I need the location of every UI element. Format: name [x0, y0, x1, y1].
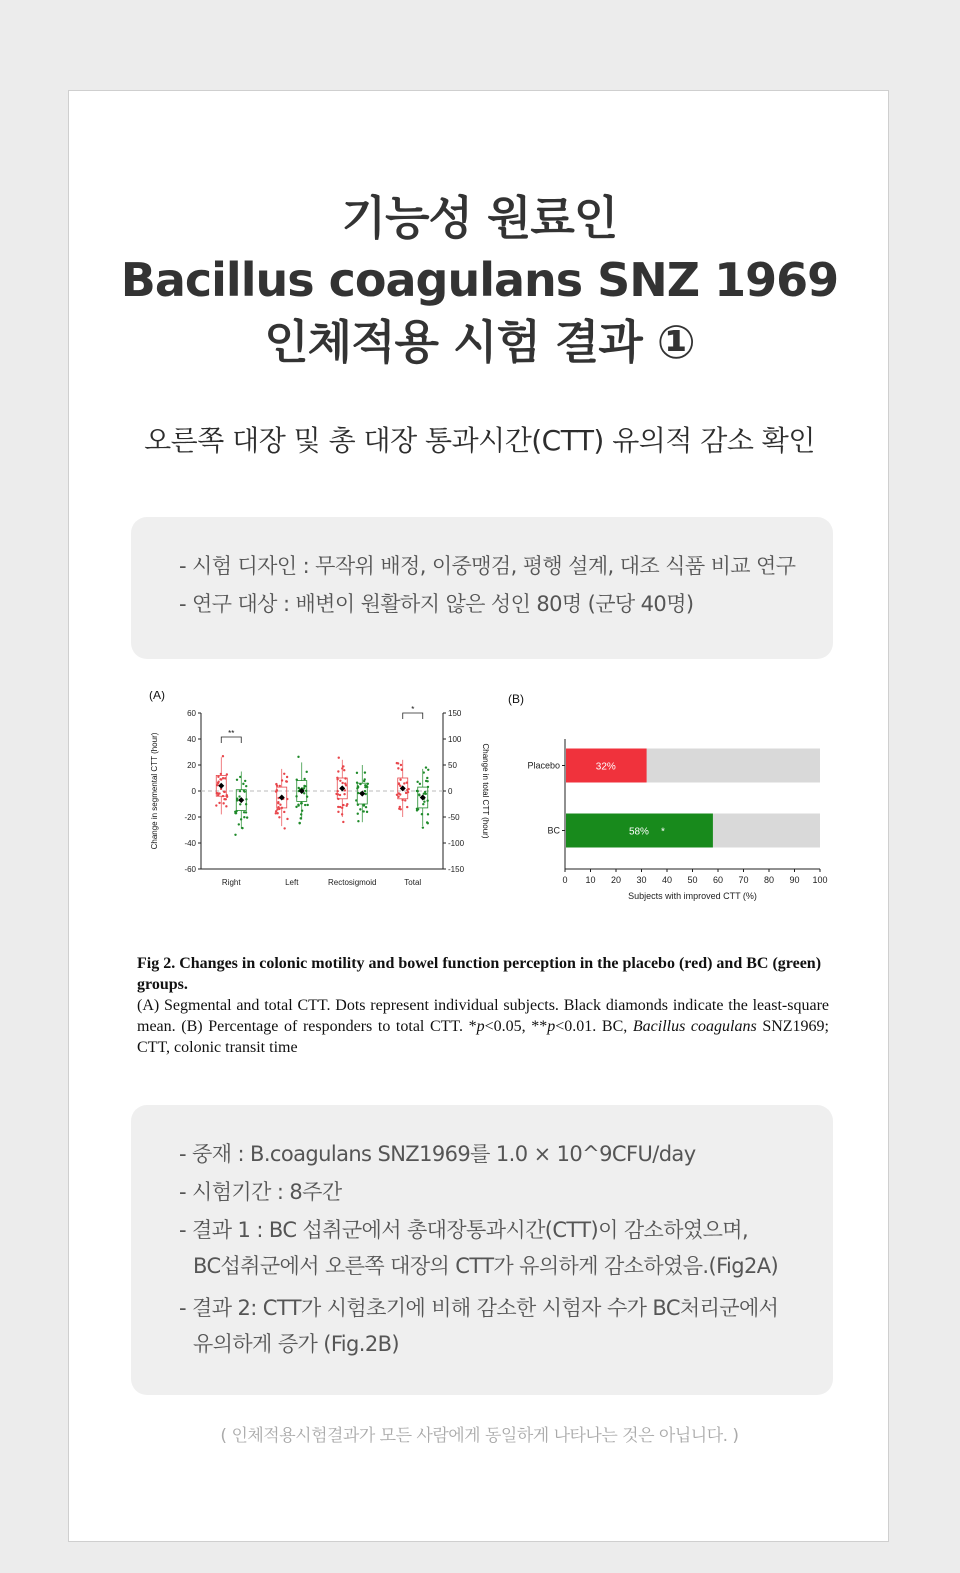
caption-text: <0.01. BC, [555, 1018, 633, 1035]
subject-dot [298, 787, 300, 789]
subject-dot [217, 776, 219, 778]
x-tick-label: 70 [738, 875, 749, 885]
subject-dot [286, 818, 288, 820]
x-tick-label: 20 [610, 875, 622, 885]
design-line: - 시험 디자인 : 무작위 배정, 이중맹검, 평행 설계, 대조 식품 비교 연구 [179, 554, 796, 578]
subject-dot [245, 803, 247, 805]
subject-dot [424, 791, 426, 793]
subject-dot [295, 795, 297, 797]
subject-dot [356, 772, 358, 774]
subject-dot [426, 777, 428, 779]
subject-dot [296, 778, 298, 780]
x-tick-label: 40 [661, 875, 673, 885]
result2-line: - 결과 2: CTT가 시험초기에 비해 감소한 시험자 수가 BC처리군에서 [179, 1296, 779, 1320]
subject-dot [421, 813, 423, 815]
subject-dot [343, 793, 345, 795]
results-info-box [131, 1105, 833, 1395]
subject-dot [222, 795, 224, 797]
subject-dot [246, 816, 248, 818]
caption-text: <0.05, ** [484, 1018, 548, 1035]
subject-dot [286, 798, 288, 800]
subject-dot [225, 805, 227, 807]
subject-dot [397, 796, 399, 798]
subject-dot [336, 778, 338, 780]
subject-dot [295, 806, 297, 808]
x-tick-label: Rectosigmoid [328, 878, 377, 887]
subject-dot [217, 782, 219, 784]
subject-dot [366, 811, 368, 813]
content-card [68, 90, 889, 1542]
caption-text: (A) Segmental and total CTT. Dots represent individual subjects. Black diamonds indicate the least-square mean. (B) Percentage of responders to total CTT. * [137, 997, 829, 1035]
subject-dot [337, 811, 339, 813]
mean-diamond [420, 795, 426, 801]
subject-dot [342, 765, 344, 767]
title-line-1: 기능성 원료인 [341, 191, 618, 245]
subject-dot [406, 806, 408, 808]
subject-dot [301, 810, 303, 812]
figure-svg [131, 691, 833, 921]
subject-dot [406, 782, 408, 784]
subject-dot [422, 826, 424, 828]
category-label: Placebo [527, 760, 560, 771]
subject-dot [342, 821, 344, 823]
caption-body [137, 995, 829, 1058]
subject-dot [346, 803, 348, 805]
duration-line: - 시험기간 : 8주간 [179, 1180, 342, 1204]
panel-b-chart [508, 692, 828, 901]
page-subtitle: 오른쪽 대장 및 총 대장 통과시간(CTT) 유의적 감소 확인 [144, 424, 815, 457]
subject-dot [283, 827, 285, 829]
subject-dot [401, 769, 403, 771]
subject-dot [223, 790, 225, 792]
x-tick-label: Left [285, 878, 299, 887]
y-axis-right-title: Change in total CTT (hour) [481, 743, 490, 839]
subject-dot [275, 783, 277, 785]
subject-dot [234, 812, 236, 814]
subject-dot [297, 804, 299, 806]
subject-dot [396, 794, 398, 796]
subject-dot [306, 804, 308, 806]
y-tick-label: 20 [187, 761, 196, 770]
y-right-tick-label: -150 [448, 865, 465, 874]
subject-dot [243, 811, 245, 813]
x-tick-label: 30 [636, 875, 647, 885]
subject-dot [243, 790, 245, 792]
panel-a-chart [149, 691, 490, 887]
figure-caption [137, 953, 829, 1058]
subject-dot [238, 795, 240, 797]
result1-continued-line: BC섭취군에서 오른쪽 대장의 CTT가 유의하게 감소하였음.(Fig2A) [193, 1254, 779, 1278]
title-line-2: Bacillus coagulans SNZ 1969 [120, 253, 839, 307]
subject-dot [306, 796, 308, 798]
subject-dot [419, 783, 421, 785]
subject-dot [427, 769, 429, 771]
subject-dot [303, 778, 305, 780]
caption-species: Bacillus coagulans [632, 1018, 757, 1035]
subject-dot [245, 798, 247, 800]
subject-dot [241, 827, 243, 829]
subject-dot [300, 817, 302, 819]
subject-dot [362, 810, 364, 812]
significance-label: * [660, 826, 665, 838]
subject-dot [364, 771, 366, 773]
subject-dot [427, 813, 429, 815]
title-line-3: 인체적용 시험 결과 ① [264, 315, 695, 369]
subject-dot [344, 789, 346, 791]
subject-dot [401, 799, 403, 801]
significance-label: ** [228, 729, 235, 738]
subject-dot [426, 821, 428, 823]
subject-dot [337, 770, 339, 772]
subject-dot [357, 804, 359, 806]
y-right-tick-label: 100 [448, 735, 462, 744]
subject-dot [400, 808, 402, 810]
subject-dot [337, 798, 339, 800]
subjects-line: - 연구 대상 : 배변이 원활하지 않은 성인 80명 (군당 40명) [179, 592, 694, 616]
subject-dot [220, 773, 222, 775]
subject-dot [216, 784, 218, 786]
subject-dot [285, 780, 287, 782]
design-info-box [131, 517, 833, 659]
subject-dot [239, 803, 241, 805]
page-title [69, 187, 890, 373]
subject-dot [341, 767, 343, 769]
subject-dot [306, 771, 308, 773]
subject-dot [357, 792, 359, 794]
subject-dot [426, 780, 428, 782]
subject-dot [363, 803, 365, 805]
subject-dot [416, 781, 418, 783]
y-tick-label: 60 [187, 709, 196, 718]
subject-dot [300, 813, 302, 815]
subject-dot [239, 776, 241, 778]
subject-dot [278, 808, 280, 810]
y-right-tick-label: 150 [448, 709, 462, 718]
subject-dot [275, 812, 277, 814]
subject-dot [341, 782, 343, 784]
subject-dot [279, 785, 281, 787]
subject-dot [341, 813, 343, 815]
subject-dot [356, 781, 358, 783]
y-right-tick-label: -100 [448, 839, 465, 848]
result1-line: - 결과 1 : BC 섭취군에서 총대장통과시간(CTT)이 감소하였으며, [179, 1218, 749, 1242]
subject-dot [277, 801, 279, 803]
caption-text: SNZ1969; CTT, colonic transit time [137, 1018, 829, 1056]
subject-dot [355, 799, 357, 801]
subject-dot [236, 779, 238, 781]
subject-dot [399, 793, 401, 795]
subject-dot [337, 806, 339, 808]
subject-dot [357, 812, 359, 814]
subject-dot [223, 798, 225, 800]
subject-dot [219, 778, 221, 780]
subject-dot [245, 785, 247, 787]
subject-dot [297, 756, 299, 758]
y-tick-label: -40 [184, 839, 196, 848]
subject-dot [404, 799, 406, 801]
subject-dot [303, 792, 305, 794]
subject-dot [283, 811, 285, 813]
x-tick-label: 60 [712, 875, 724, 885]
bar-value-label: 58% [628, 826, 649, 838]
subject-dot [342, 804, 344, 806]
subject-dot [218, 792, 220, 794]
subject-dot [226, 773, 228, 775]
subject-dot [339, 780, 341, 782]
subject-dot [226, 796, 228, 798]
y-right-tick-label: -50 [448, 813, 460, 822]
x-tick-label: 90 [789, 875, 800, 885]
disclaimer-note: ( 인체적용시험결과가 모든 사람에게 동일하게 나타나는 것은 아닙니다. ) [220, 1426, 739, 1446]
subject-dot [234, 834, 236, 836]
subject-dot [281, 779, 283, 781]
x-tick-label: 50 [687, 875, 698, 885]
panel-label: (A) [149, 691, 165, 702]
subject-dot [304, 804, 306, 806]
subject-dot [216, 792, 218, 794]
subject-dot [416, 808, 418, 810]
subject-dot [283, 773, 285, 775]
subject-dot [218, 802, 220, 804]
subject-dot [278, 816, 280, 818]
y-tick-label: 0 [191, 787, 196, 796]
subject-dot [396, 762, 398, 764]
subject-dot [243, 816, 245, 818]
y-right-tick-label: 50 [448, 761, 457, 770]
subject-dot [215, 804, 217, 806]
subject-dot [364, 784, 366, 786]
subject-dot [357, 820, 359, 822]
subject-dot [276, 789, 278, 791]
category-label: BC [547, 825, 560, 836]
x-tick-label: 10 [585, 875, 596, 885]
subject-dot [235, 810, 237, 812]
subject-dot [344, 782, 346, 784]
figure-2 [131, 691, 833, 921]
caption-title: Fig 2. Changes in colonic motility and bowel function perception in the placebo (red) and BC (green) groups. [137, 955, 822, 993]
subject-dot [365, 793, 367, 795]
y-tick-label: 40 [187, 735, 196, 744]
subject-dot [343, 769, 345, 771]
subject-dot [281, 807, 283, 809]
mean-diamond [238, 797, 244, 803]
caption-p: p [547, 1018, 556, 1035]
subject-dot [425, 766, 427, 768]
subject-dot [403, 782, 405, 784]
subject-dot [242, 783, 244, 785]
subject-dot [336, 790, 338, 792]
x-tick-label: Right [221, 878, 241, 887]
bar-value-label: 32% [595, 761, 616, 773]
x-tick-label: 80 [763, 875, 775, 885]
subject-dot [305, 790, 307, 792]
subject-dot [400, 764, 402, 766]
subject-dot [422, 803, 424, 805]
subject-dot [417, 790, 419, 792]
subject-dot [286, 776, 288, 778]
subject-dot [423, 771, 425, 773]
subject-dot [407, 791, 409, 793]
subject-dot [298, 822, 300, 824]
subject-dot [423, 801, 425, 803]
subject-dot [240, 818, 242, 820]
subject-dot [279, 804, 281, 806]
x-tick-label: Total [404, 878, 422, 887]
subject-dot [364, 778, 366, 780]
subject-dot [398, 783, 400, 785]
y-tick-label: -60 [184, 865, 196, 874]
subject-dot [426, 800, 428, 802]
y-tick-label: -20 [184, 813, 196, 822]
subject-dot [359, 808, 361, 810]
caption-p: p [476, 1018, 485, 1035]
subject-dot [222, 802, 224, 804]
subject-dot [364, 790, 366, 792]
subject-dot [224, 777, 226, 779]
y-right-tick-label: 0 [448, 787, 453, 796]
subject-dot [397, 767, 399, 769]
y-axis-title: Change in segmental CTT (hour) [150, 732, 159, 850]
subject-dot [244, 780, 246, 782]
subject-dot [337, 793, 339, 795]
significance-label: * [411, 705, 415, 714]
subject-dot [367, 783, 369, 785]
subject-dot [399, 779, 401, 781]
subject-dot [338, 756, 340, 758]
x-tick-label: 100 [812, 875, 828, 885]
result2-continued-line: 유의하게 증가 (Fig.2B) [193, 1332, 400, 1356]
x-tick-label: 0 [562, 875, 568, 885]
subject-dot [418, 794, 420, 796]
subject-dot [344, 777, 346, 779]
mean-diamond [218, 783, 224, 789]
subject-dot [300, 802, 302, 804]
subject-dot [357, 786, 359, 788]
subject-dot [236, 798, 238, 800]
subject-dot [239, 790, 241, 792]
intervention-line: - 중재 : B.coagulans SNZ1969를 1.0 × 10^9CFU/day [179, 1142, 696, 1166]
subject-dot [304, 785, 306, 787]
subject-dot [427, 786, 429, 788]
subject-dot [222, 755, 224, 757]
subject-dot [365, 806, 367, 808]
panel-label: (B) [508, 692, 524, 706]
x-axis-title: Subjects with improved CTT (%) [628, 891, 757, 901]
subject-dot [359, 783, 361, 785]
subject-dot [238, 823, 240, 825]
subject-dot [406, 789, 408, 791]
